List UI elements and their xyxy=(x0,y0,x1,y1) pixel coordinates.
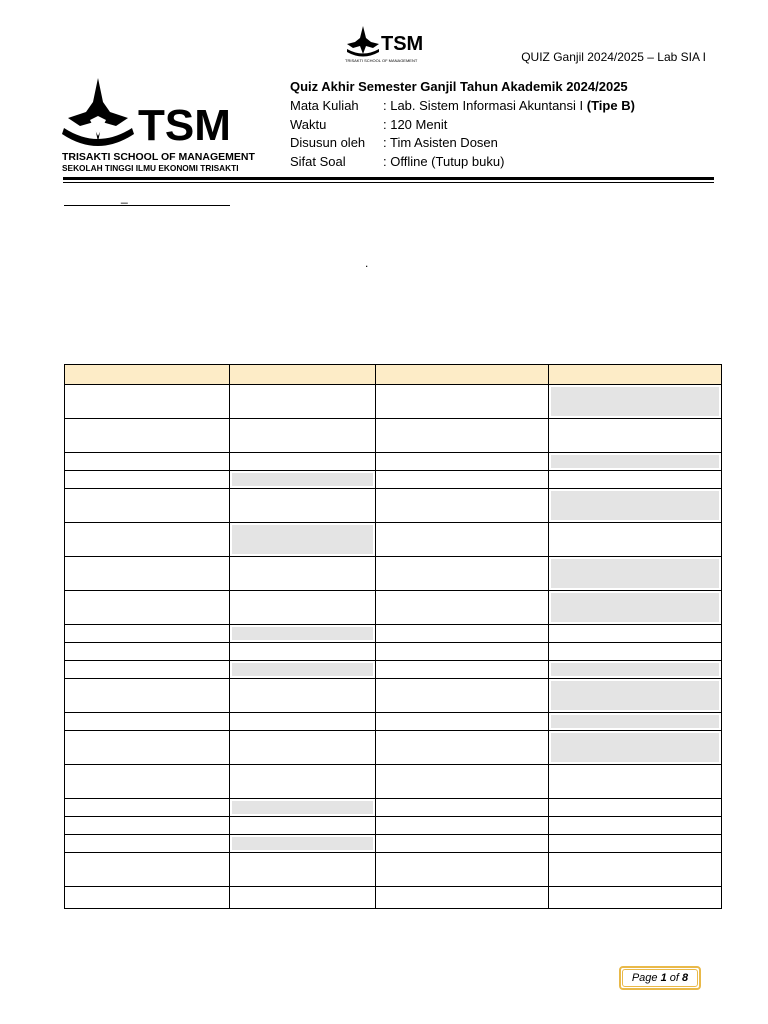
table-cell xyxy=(65,661,230,678)
table-cell xyxy=(230,713,376,730)
table-cell xyxy=(65,489,230,522)
meta-value: : Tim Asisten Dosen xyxy=(383,135,498,150)
page-of: of xyxy=(666,972,683,984)
table-cell xyxy=(230,489,376,522)
logo-tsm-text: TSM xyxy=(138,101,231,150)
table-cell xyxy=(65,625,230,642)
table-cell xyxy=(549,887,721,908)
table-cell xyxy=(230,385,376,418)
table-cell xyxy=(376,591,549,624)
table-cell-shaded xyxy=(549,679,721,712)
table-cell xyxy=(65,835,230,852)
table-cell xyxy=(230,419,376,452)
table-cell xyxy=(65,799,230,816)
table-cell xyxy=(230,765,376,798)
table-cell-shaded xyxy=(549,731,721,764)
table-cell xyxy=(65,713,230,730)
table-row xyxy=(65,385,721,419)
table-row xyxy=(65,817,721,835)
table-row xyxy=(65,489,721,523)
table-cell-shaded xyxy=(549,591,721,624)
table-cell xyxy=(376,835,549,852)
table-cell xyxy=(376,453,549,470)
table-cell xyxy=(376,887,549,908)
table-cell xyxy=(65,523,230,556)
tsm-logo xyxy=(60,76,256,174)
table-cell xyxy=(230,853,376,886)
answer-table xyxy=(64,364,722,909)
meta-value: : 120 Menit xyxy=(383,117,448,132)
table-row xyxy=(65,557,721,591)
meta-label: Disusun oleh xyxy=(290,135,366,150)
table-cell xyxy=(65,731,230,764)
header-rule-thick xyxy=(63,177,714,180)
table-cell xyxy=(549,419,721,452)
svg-text:TSM: TSM xyxy=(381,33,424,55)
table-row xyxy=(65,625,721,643)
table-cell xyxy=(549,835,721,852)
table-cell-shaded xyxy=(230,523,376,556)
table-cell-shaded xyxy=(549,661,721,678)
logo-line-2: SEKOLAH TINGGI ILMU EKONOMI TRISAKTI xyxy=(62,163,239,173)
tsm-logo-small xyxy=(343,24,427,68)
table-row xyxy=(65,523,721,557)
table-cell xyxy=(376,489,549,522)
table-cell xyxy=(65,591,230,624)
table-row xyxy=(65,853,721,887)
table-cell xyxy=(65,385,230,418)
table-cell xyxy=(376,419,549,452)
table-cell xyxy=(376,799,549,816)
table-row xyxy=(65,679,721,713)
table-row xyxy=(65,835,721,853)
table-cell xyxy=(376,471,549,488)
meta-label: Mata Kuliah xyxy=(290,98,359,113)
table-cell xyxy=(549,523,721,556)
table-cell xyxy=(376,523,549,556)
dot-mark: . xyxy=(365,256,369,270)
table-cell-shaded xyxy=(549,453,721,470)
table-cell xyxy=(376,661,549,678)
header-cell xyxy=(549,365,721,384)
table-cell xyxy=(65,817,230,834)
table-cell xyxy=(230,453,376,470)
table-cell xyxy=(376,625,549,642)
meta-value: : Lab. Sistem Informasi Akuntansi I (Tipe B) xyxy=(383,98,635,113)
dash-mark: _ xyxy=(121,190,128,204)
table-cell xyxy=(230,643,376,660)
page-number-box xyxy=(619,966,701,990)
underline-field xyxy=(64,205,230,206)
table-cell xyxy=(65,853,230,886)
table-cell xyxy=(65,679,230,712)
table-cell xyxy=(65,471,230,488)
table-cell xyxy=(549,643,721,660)
table-cell-shaded xyxy=(230,661,376,678)
table-cell xyxy=(230,817,376,834)
table-cell-shaded xyxy=(230,625,376,642)
table-cell xyxy=(376,853,549,886)
table-cell xyxy=(376,679,549,712)
table-cell-shaded xyxy=(230,835,376,852)
svg-text:TRISAKTI SCHOOL OF MANAGEMENT: TRISAKTI SCHOOL OF MANAGEMENT xyxy=(345,58,418,63)
table-row xyxy=(65,471,721,489)
table-cell xyxy=(65,765,230,798)
table-cell xyxy=(549,817,721,834)
page-number xyxy=(622,969,698,987)
table-cell-shaded xyxy=(549,489,721,522)
page-current: 1 xyxy=(660,972,667,984)
table-cell xyxy=(376,765,549,798)
table-row xyxy=(65,591,721,625)
header-cell xyxy=(230,365,376,384)
table-cell xyxy=(549,853,721,886)
running-header: QUIZ Ganjil 2024/2025 – Lab SIA I xyxy=(521,50,706,64)
table-cell xyxy=(230,731,376,764)
header-cell xyxy=(376,365,549,384)
table-cell xyxy=(376,713,549,730)
table-cell xyxy=(230,679,376,712)
logo-line-1: TRISAKTI SCHOOL OF MANAGEMENT xyxy=(62,151,255,163)
page-prefix: Page xyxy=(631,972,661,984)
table-row xyxy=(65,887,721,908)
table-row xyxy=(65,713,721,731)
table-cell xyxy=(65,643,230,660)
meta-label: Waktu xyxy=(290,117,327,132)
table-cell xyxy=(376,731,549,764)
table-cell xyxy=(65,453,230,470)
table-cell xyxy=(549,625,721,642)
table-cell xyxy=(376,557,549,590)
table-row xyxy=(65,731,721,765)
table-row xyxy=(65,765,721,799)
table-cell xyxy=(549,471,721,488)
table-cell xyxy=(65,887,230,908)
table-row xyxy=(65,661,721,679)
meta-label: Sifat Soal xyxy=(290,154,346,169)
table-cell xyxy=(376,817,549,834)
header-cell xyxy=(65,365,230,384)
table-cell-shaded xyxy=(230,799,376,816)
table-row xyxy=(65,419,721,453)
table-cell-shaded xyxy=(230,471,376,488)
table-cell-shaded xyxy=(549,557,721,590)
page-total: 8 xyxy=(682,972,689,984)
document-title: Quiz Akhir Semester Ganjil Tahun Akademik 2024/2025 xyxy=(290,79,628,94)
table-cell xyxy=(230,887,376,908)
table-cell xyxy=(549,799,721,816)
table-cell-shaded xyxy=(549,713,721,730)
table-row xyxy=(65,453,721,471)
table-cell xyxy=(230,591,376,624)
table-cell xyxy=(230,557,376,590)
table-cell xyxy=(65,419,230,452)
header-rule-thin xyxy=(63,182,714,183)
meta-value: : Offline (Tutup buku) xyxy=(383,154,505,169)
table-row xyxy=(65,799,721,817)
table-header-row xyxy=(65,365,721,385)
table-cell-shaded xyxy=(549,385,721,418)
table-cell xyxy=(376,643,549,660)
table-cell xyxy=(376,385,549,418)
table-row xyxy=(65,643,721,661)
table-cell xyxy=(65,557,230,590)
table-cell xyxy=(549,765,721,798)
